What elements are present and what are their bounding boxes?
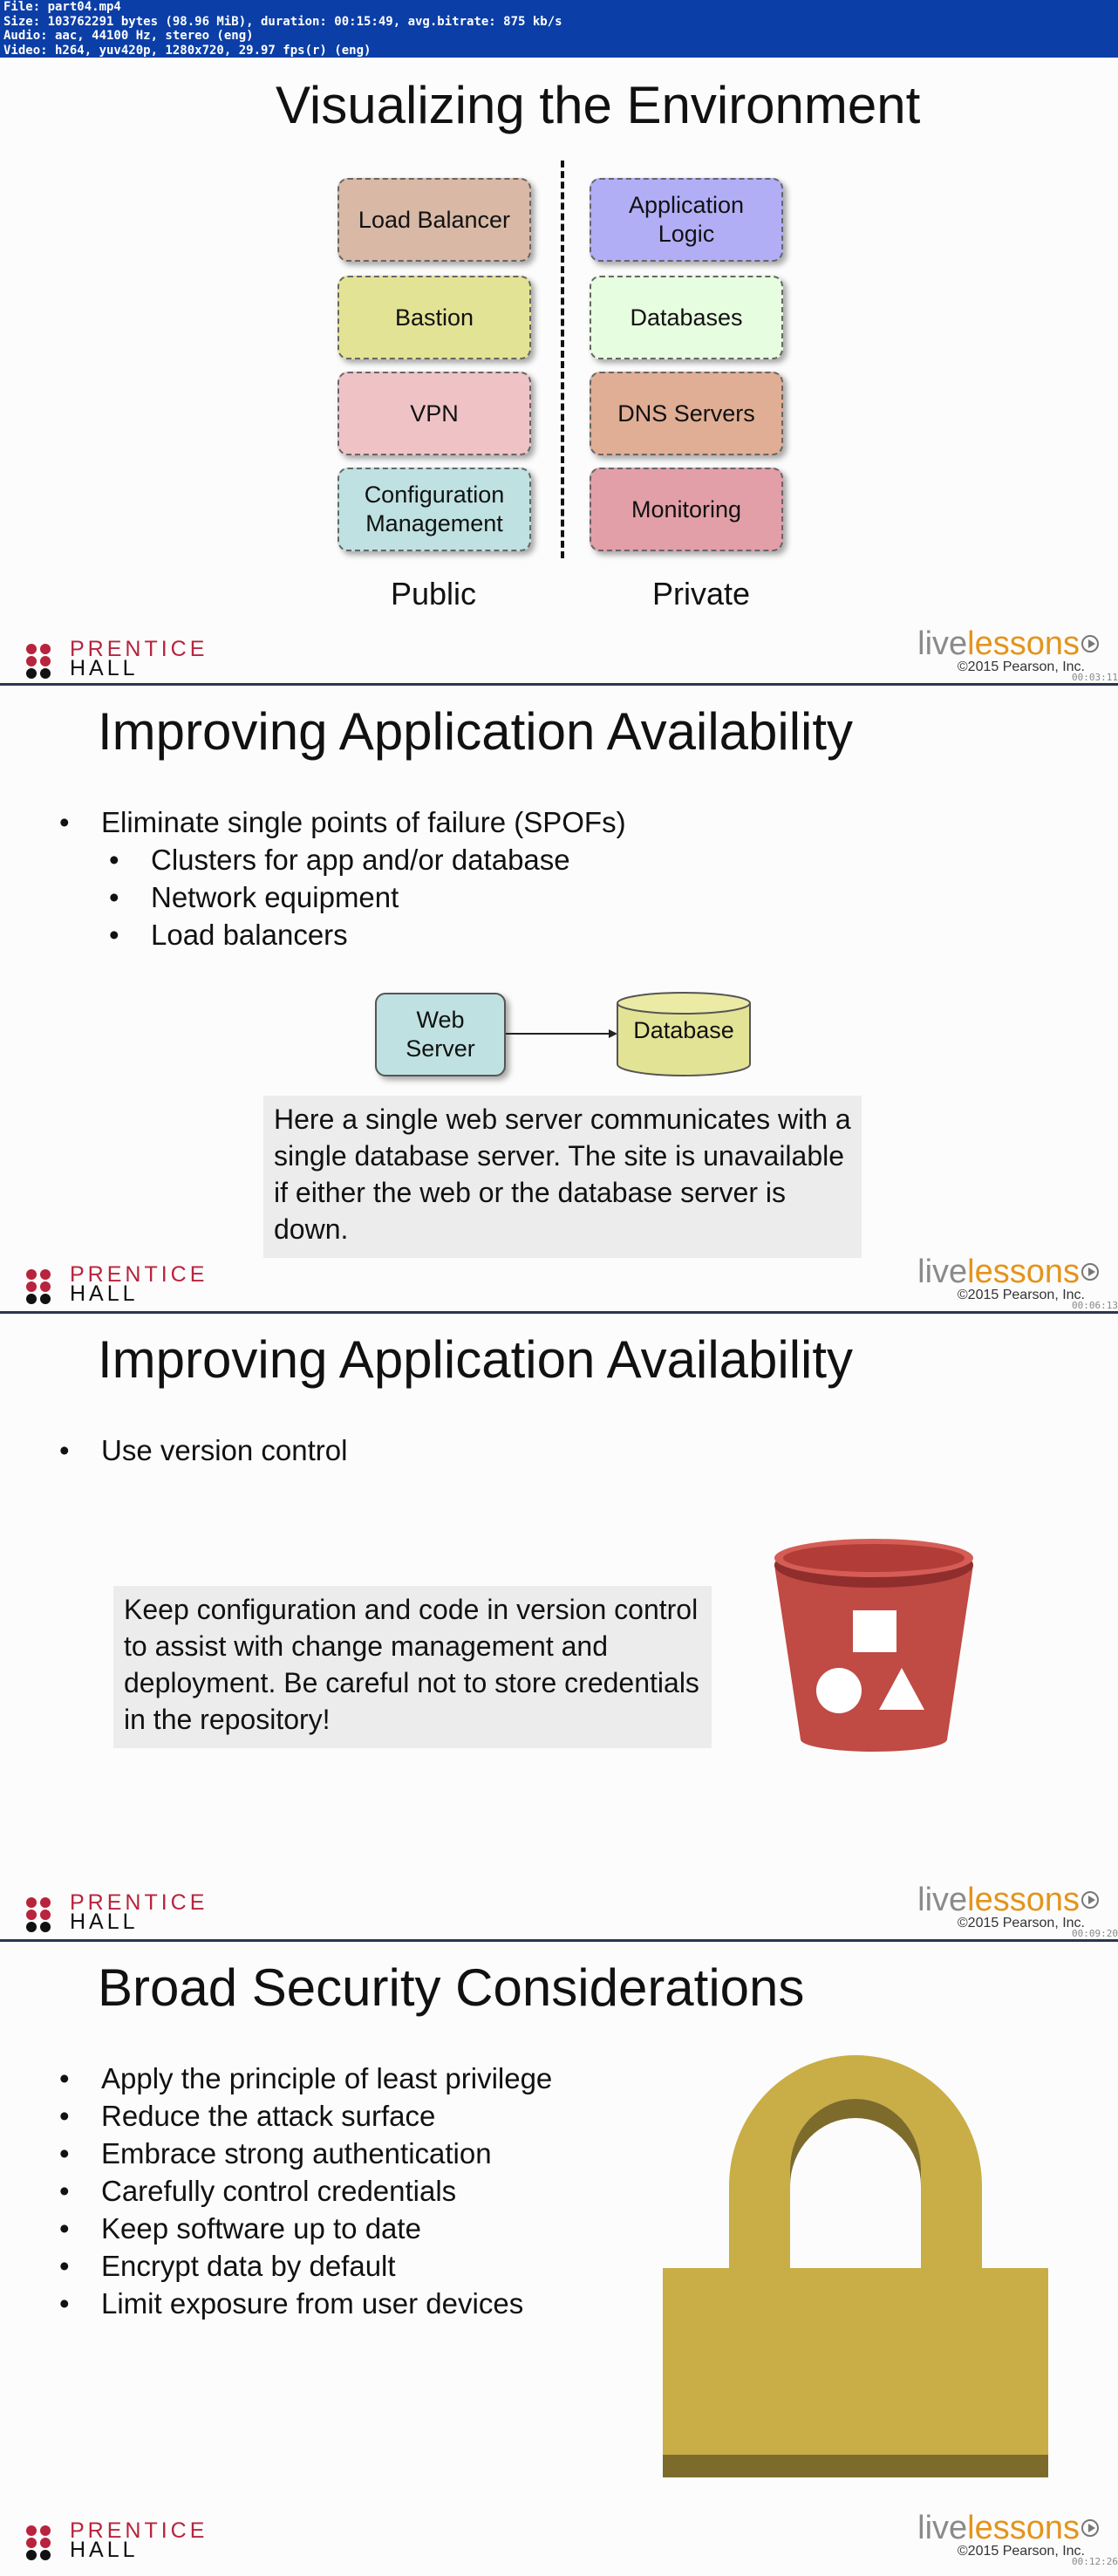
prentice-hall-dots-icon bbox=[26, 1268, 56, 1302]
copyright: ©2015 Pearson, Inc. bbox=[957, 2544, 1085, 2559]
live-text: live bbox=[917, 1882, 968, 1918]
copyright: ©2015 Pearson, Inc. bbox=[957, 1288, 1085, 1302]
livelessons-logo bbox=[898, 1882, 1099, 1935]
slide-title: Improving Application Availability bbox=[98, 702, 854, 761]
private-box-monitoring bbox=[590, 468, 783, 551]
hall-text: HALL bbox=[70, 1910, 139, 1934]
prentice-text: PRENTICE bbox=[70, 2518, 208, 2543]
file-info-line: Audio: aac, 44100 Hz, stereo (eng) bbox=[3, 29, 254, 43]
slide-availability-spof bbox=[0, 686, 1118, 1314]
lessons-text: lessons bbox=[967, 1882, 1080, 1918]
web-server-box bbox=[375, 993, 506, 1076]
live-text: live bbox=[917, 2510, 968, 2546]
bullet-item: • Reduce the attack surface bbox=[101, 2097, 552, 2135]
bullet-item: • Encrypt data by default bbox=[101, 2247, 552, 2285]
slide-availability-version-control bbox=[0, 1314, 1118, 1942]
padlock-icon bbox=[663, 2055, 1048, 2477]
live-text: live bbox=[917, 625, 968, 662]
private-label: Private bbox=[651, 576, 751, 612]
sub-bullet-list bbox=[151, 841, 570, 953]
public-box-bastion bbox=[337, 276, 531, 359]
prentice-text: PRENTICE bbox=[70, 637, 208, 661]
livelessons-logo bbox=[898, 1254, 1099, 1307]
private-box-databases bbox=[590, 276, 783, 359]
s3-bucket-icon bbox=[769, 1537, 978, 1755]
database-label: Database bbox=[633, 1017, 734, 1043]
lessons-text: lessons bbox=[967, 625, 1080, 662]
copyright: ©2015 Pearson, Inc. bbox=[957, 659, 1085, 674]
bullet-item: • Eliminate single points of failure (SPOFs) bbox=[101, 803, 626, 841]
box-label: Load Balancer bbox=[358, 206, 511, 233]
play-icon bbox=[1081, 1891, 1099, 1909]
divider-line bbox=[561, 161, 564, 558]
public-box-load-balancer bbox=[337, 178, 531, 262]
hall-text: HALL bbox=[70, 656, 139, 680]
livelessons-logo bbox=[898, 2511, 1099, 2563]
file-info-line: File: part04.mp4 bbox=[3, 0, 121, 14]
prentice-hall-logo bbox=[26, 1262, 235, 1306]
timestamp: 00:06:13 bbox=[1072, 1300, 1118, 1311]
live-text: live bbox=[917, 1254, 968, 1290]
sub-bullet-item: • Network equipment bbox=[151, 878, 570, 916]
prentice-hall-logo bbox=[26, 2518, 235, 2562]
callout-box: Here a single web server communicates with a single database server. The site is unavailable if either the web or the database server is down. bbox=[263, 1096, 862, 1258]
bullet-item: • Use version control bbox=[101, 1431, 347, 1469]
bullet-list bbox=[101, 2060, 552, 2322]
file-info-header bbox=[0, 0, 1118, 58]
box-label: DNS Servers bbox=[617, 400, 755, 427]
slide-title: Broad Security Considerations bbox=[98, 1958, 805, 2017]
public-label: Public bbox=[390, 576, 477, 612]
file-info-line: Video: h264, yuv420p, 1280x720, 29.97 fps(r) (eng) bbox=[3, 43, 372, 58]
box-label: Web Server bbox=[406, 1007, 475, 1062]
prentice-hall-dots-icon bbox=[26, 642, 56, 677]
slide-title: Improving Application Availability bbox=[98, 1330, 854, 1389]
bullet-item: • Limit exposure from user devices bbox=[101, 2285, 552, 2322]
public-box-vpn bbox=[337, 372, 531, 455]
bullet-item: • Keep software up to date bbox=[101, 2210, 552, 2247]
slide-visualizing-environment bbox=[0, 58, 1118, 686]
bullet-item: • Embrace strong authentication bbox=[101, 2135, 552, 2172]
box-label: Bastion bbox=[394, 304, 474, 331]
hall-text: HALL bbox=[70, 2538, 139, 2562]
prentice-hall-dots-icon bbox=[26, 1896, 56, 1930]
sub-bullet-item: • Load balancers bbox=[151, 916, 570, 953]
prentice-hall-logo bbox=[26, 637, 235, 680]
box-label: Monitoring bbox=[631, 495, 742, 523]
prentice-text: PRENTICE bbox=[70, 1890, 208, 1915]
public-box-configuration-management bbox=[337, 468, 531, 551]
bullet-list bbox=[101, 1431, 347, 1469]
copyright: ©2015 Pearson, Inc. bbox=[957, 1916, 1085, 1930]
prentice-hall-dots-icon bbox=[26, 2524, 56, 2559]
box-label: Configuration Management bbox=[364, 482, 505, 536]
timestamp: 00:03:11 bbox=[1072, 672, 1118, 683]
play-icon bbox=[1081, 2519, 1099, 2537]
arrow-icon bbox=[506, 1028, 619, 1040]
private-box-application-logic bbox=[590, 178, 783, 262]
lessons-text: lessons bbox=[967, 1254, 1080, 1290]
timestamp: 00:12:26 bbox=[1072, 2556, 1118, 2567]
sub-bullet-item: • Clusters for app and/or database bbox=[151, 841, 570, 878]
slide-title: Visualizing the Environment bbox=[276, 76, 921, 134]
callout-box: Keep configuration and code in version control to assist with change management and deployment. Be careful not to store credentials in the repository! bbox=[113, 1586, 712, 1748]
file-info-line: Size: 103762291 bytes (98.96 MiB), duration: 00:15:49, avg.bitrate: 875 kb/s bbox=[3, 14, 562, 29]
bullet-list bbox=[101, 803, 626, 841]
slide-security-considerations bbox=[0, 1942, 1118, 2576]
private-box-dns-servers bbox=[590, 372, 783, 455]
box-label: VPN bbox=[410, 400, 459, 427]
timestamp: 00:09:20 bbox=[1072, 1928, 1118, 1939]
lessons-text: lessons bbox=[967, 2510, 1080, 2546]
hall-text: HALL bbox=[70, 1281, 139, 1306]
bullet-item: • Carefully control credentials bbox=[101, 2172, 552, 2210]
bullet-item: • Apply the principle of least privilege bbox=[101, 2060, 552, 2097]
play-icon bbox=[1081, 1263, 1099, 1281]
play-icon bbox=[1081, 635, 1099, 653]
box-label: Databases bbox=[630, 304, 743, 331]
prentice-text: PRENTICE bbox=[70, 1262, 208, 1287]
box-label: Application Logic bbox=[628, 192, 745, 247]
livelessons-logo bbox=[898, 626, 1099, 679]
prentice-hall-logo bbox=[26, 1890, 235, 1934]
